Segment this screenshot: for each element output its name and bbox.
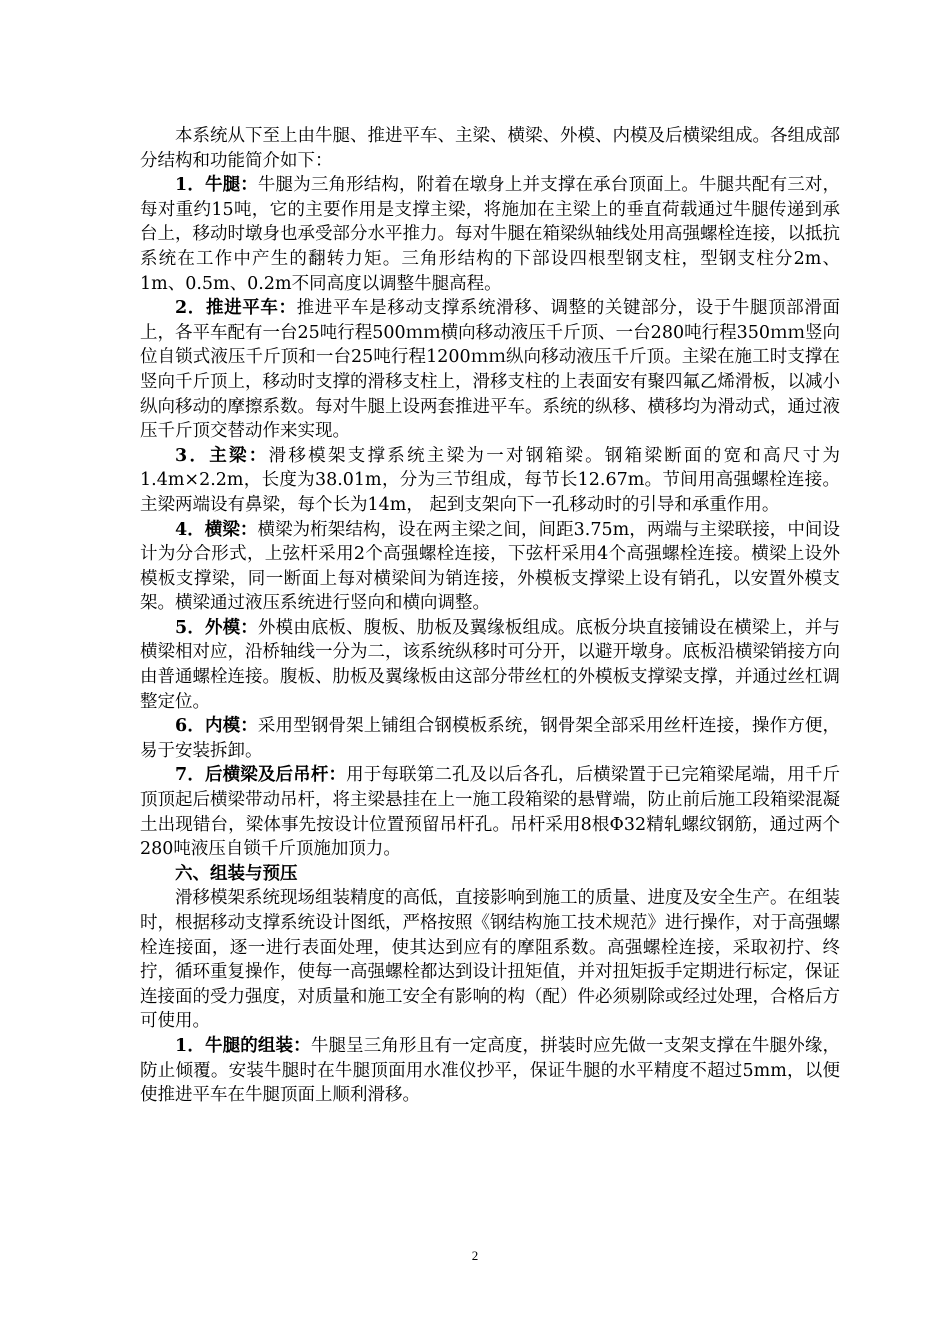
item-outer-form: 5．外模：外模由底板、腹板、肋板及翼缘板组成。底板分块直接铺设在横梁上，并与横梁相对应，沿桥轴线一分为二，该系统纵移时可分开，以避开墩身。底板沿横梁销接方向由普通螺栓连接。腹板、肋板及翼缘板由这部分带丝杠的外模板支撑梁支撑，并通过丝杠调整定位。 [140, 617, 840, 712]
item-main-girder: 3．主梁：滑移模架支撑系统主梁为一对钢箱梁。钢箱梁断面的宽和高尺寸为1.4m×2.2m，长度为38.01m，分为三节组成，每节长12.67m。节间用高强螺栓连接。主梁两端设有鼻梁，每个长为14m， 起到支架向下一孔移动时的引导和承重作用。 [140, 445, 840, 515]
section-heading: 六、组装与预压 [175, 863, 298, 884]
item-title: 4．横梁： [175, 519, 258, 540]
item-title: 7．后横梁及后吊杆： [175, 765, 347, 786]
item-rear-crossbeam: 7．后横梁及后吊杆：用于每联第二孔及以后各孔，后横梁置于已完箱梁尾端，用千斤顶顶起后横梁带动吊杆，将主梁悬挂在上一施工段箱梁的悬臂端，防止前后施工段箱梁混凝土出现错台，梁体事先按设计位置预留吊杆孔。吊杆采用8根Φ32精轧螺纹钢筋，通过两个280吨液压自锁千斤顶施加顶力。 [140, 765, 840, 860]
intro-paragraph: 本系统从下至上由牛腿、推进平车、主梁、横梁、外模、内模及后横梁组成。各组成部分结构和功能简介如下： [140, 126, 840, 171]
assembly-paragraph: 滑移模架系统现场组装精度的高低，直接影响到施工的质量、进度及安全生产。在组装时，根据移动支撑系统设计图纸，严格按照《钢结构施工技术规范》进行操作，对于高强螺栓连接面，逐一进行表面处理，使其达到应有的摩阻系数。高强螺栓连接，采取初拧、终拧，循环重复操作，使每一高强螺栓都达到设计扭矩值，并对扭矩扳手定期进行标定，保证连接面的受力强度，对质量和施工安全有影响的构（配）件必须剔除或经过处理，合格后方可使用。 [140, 888, 840, 1032]
item-inner-form: 6．内模：采用型钢骨架上铺组合钢模板系统，钢骨架全部采用丝杆连接，操作方便，易于安装拆卸。 [140, 716, 840, 761]
item-corbel-assembly: 1．牛腿的组装：牛腿呈三角形且有一定高度，拼装时应先做一支架支撑在牛腿外缘，防止倾覆。安装牛腿时在牛腿顶面用水准仪抄平，保证牛腿的水平精度不超过5mm，以便使推进平车在牛腿顶面上顺利滑移。 [140, 1035, 840, 1106]
item-title: 1．牛腿： [175, 175, 258, 196]
item-title: 3．主梁： [175, 445, 269, 466]
item-corbel: 1．牛腿：牛腿为三角形结构，附着在墩身上并支撑在承台顶面上。牛腿共配有三对，每对重约15吨，它的主要作用是支撑主梁，将施加在主梁上的垂直荷载通过牛腿传递到承台上，移动时墩身也承受部分水平推力。每对牛腿在箱梁纵轴线处用高强螺栓连接，以抵抗系统在工作中产生的翻转力矩。三角形结构的下部设四根型钢支柱，型钢支柱分2m、1m、0.5m、0.2m不同高度以调整牛腿高程。 [140, 175, 840, 294]
item-title: 5．外模： [175, 617, 258, 638]
item-crossbeam: 4．横梁：横梁为桁架结构，设在两主梁之间，间距3.75m，两端与主梁联接，中间设计为分合形式，上弦杆采用2个高强螺栓连接，下弦杆采用4个高强螺栓连接。横梁上设外模板支撑梁，同一断面上每对横梁间为销连接，外模板支撑梁上设有销孔，以安置外模支架。横梁通过液压系统进行竖向和横向调整。 [140, 519, 840, 614]
item-push-carriage: 2．推进平车：推进平车是移动支撑系统滑移、调整的关键部分，设于牛腿顶部滑面上，各平车配有一台25吨行程500ｍｍ横向移动液压千斤顶、一台280吨行程350ｍｍ竖向位自锁式液压千斤顶和一台25吨行程1200ｍｍ纵向移动液压千斤顶。主梁在施工时支撑在竖向千斤顶上，移动时支撑的滑移支柱上，滑移支柱的上表面安有聚四氟乙烯滑板，以减小纵向移动的摩擦系数。每对牛腿上设两套推进平车。系统的纵移、横移均为滑动式，通过液压千斤顶交替动作来实现。 [140, 298, 840, 442]
item-title: 2．推进平车： [175, 298, 297, 319]
item-title: 1．牛腿的组装： [175, 1035, 311, 1056]
page-number: 2 [471, 1248, 479, 1263]
item-title: 6．内模： [175, 716, 258, 737]
body-text [140, 124, 840, 1108]
